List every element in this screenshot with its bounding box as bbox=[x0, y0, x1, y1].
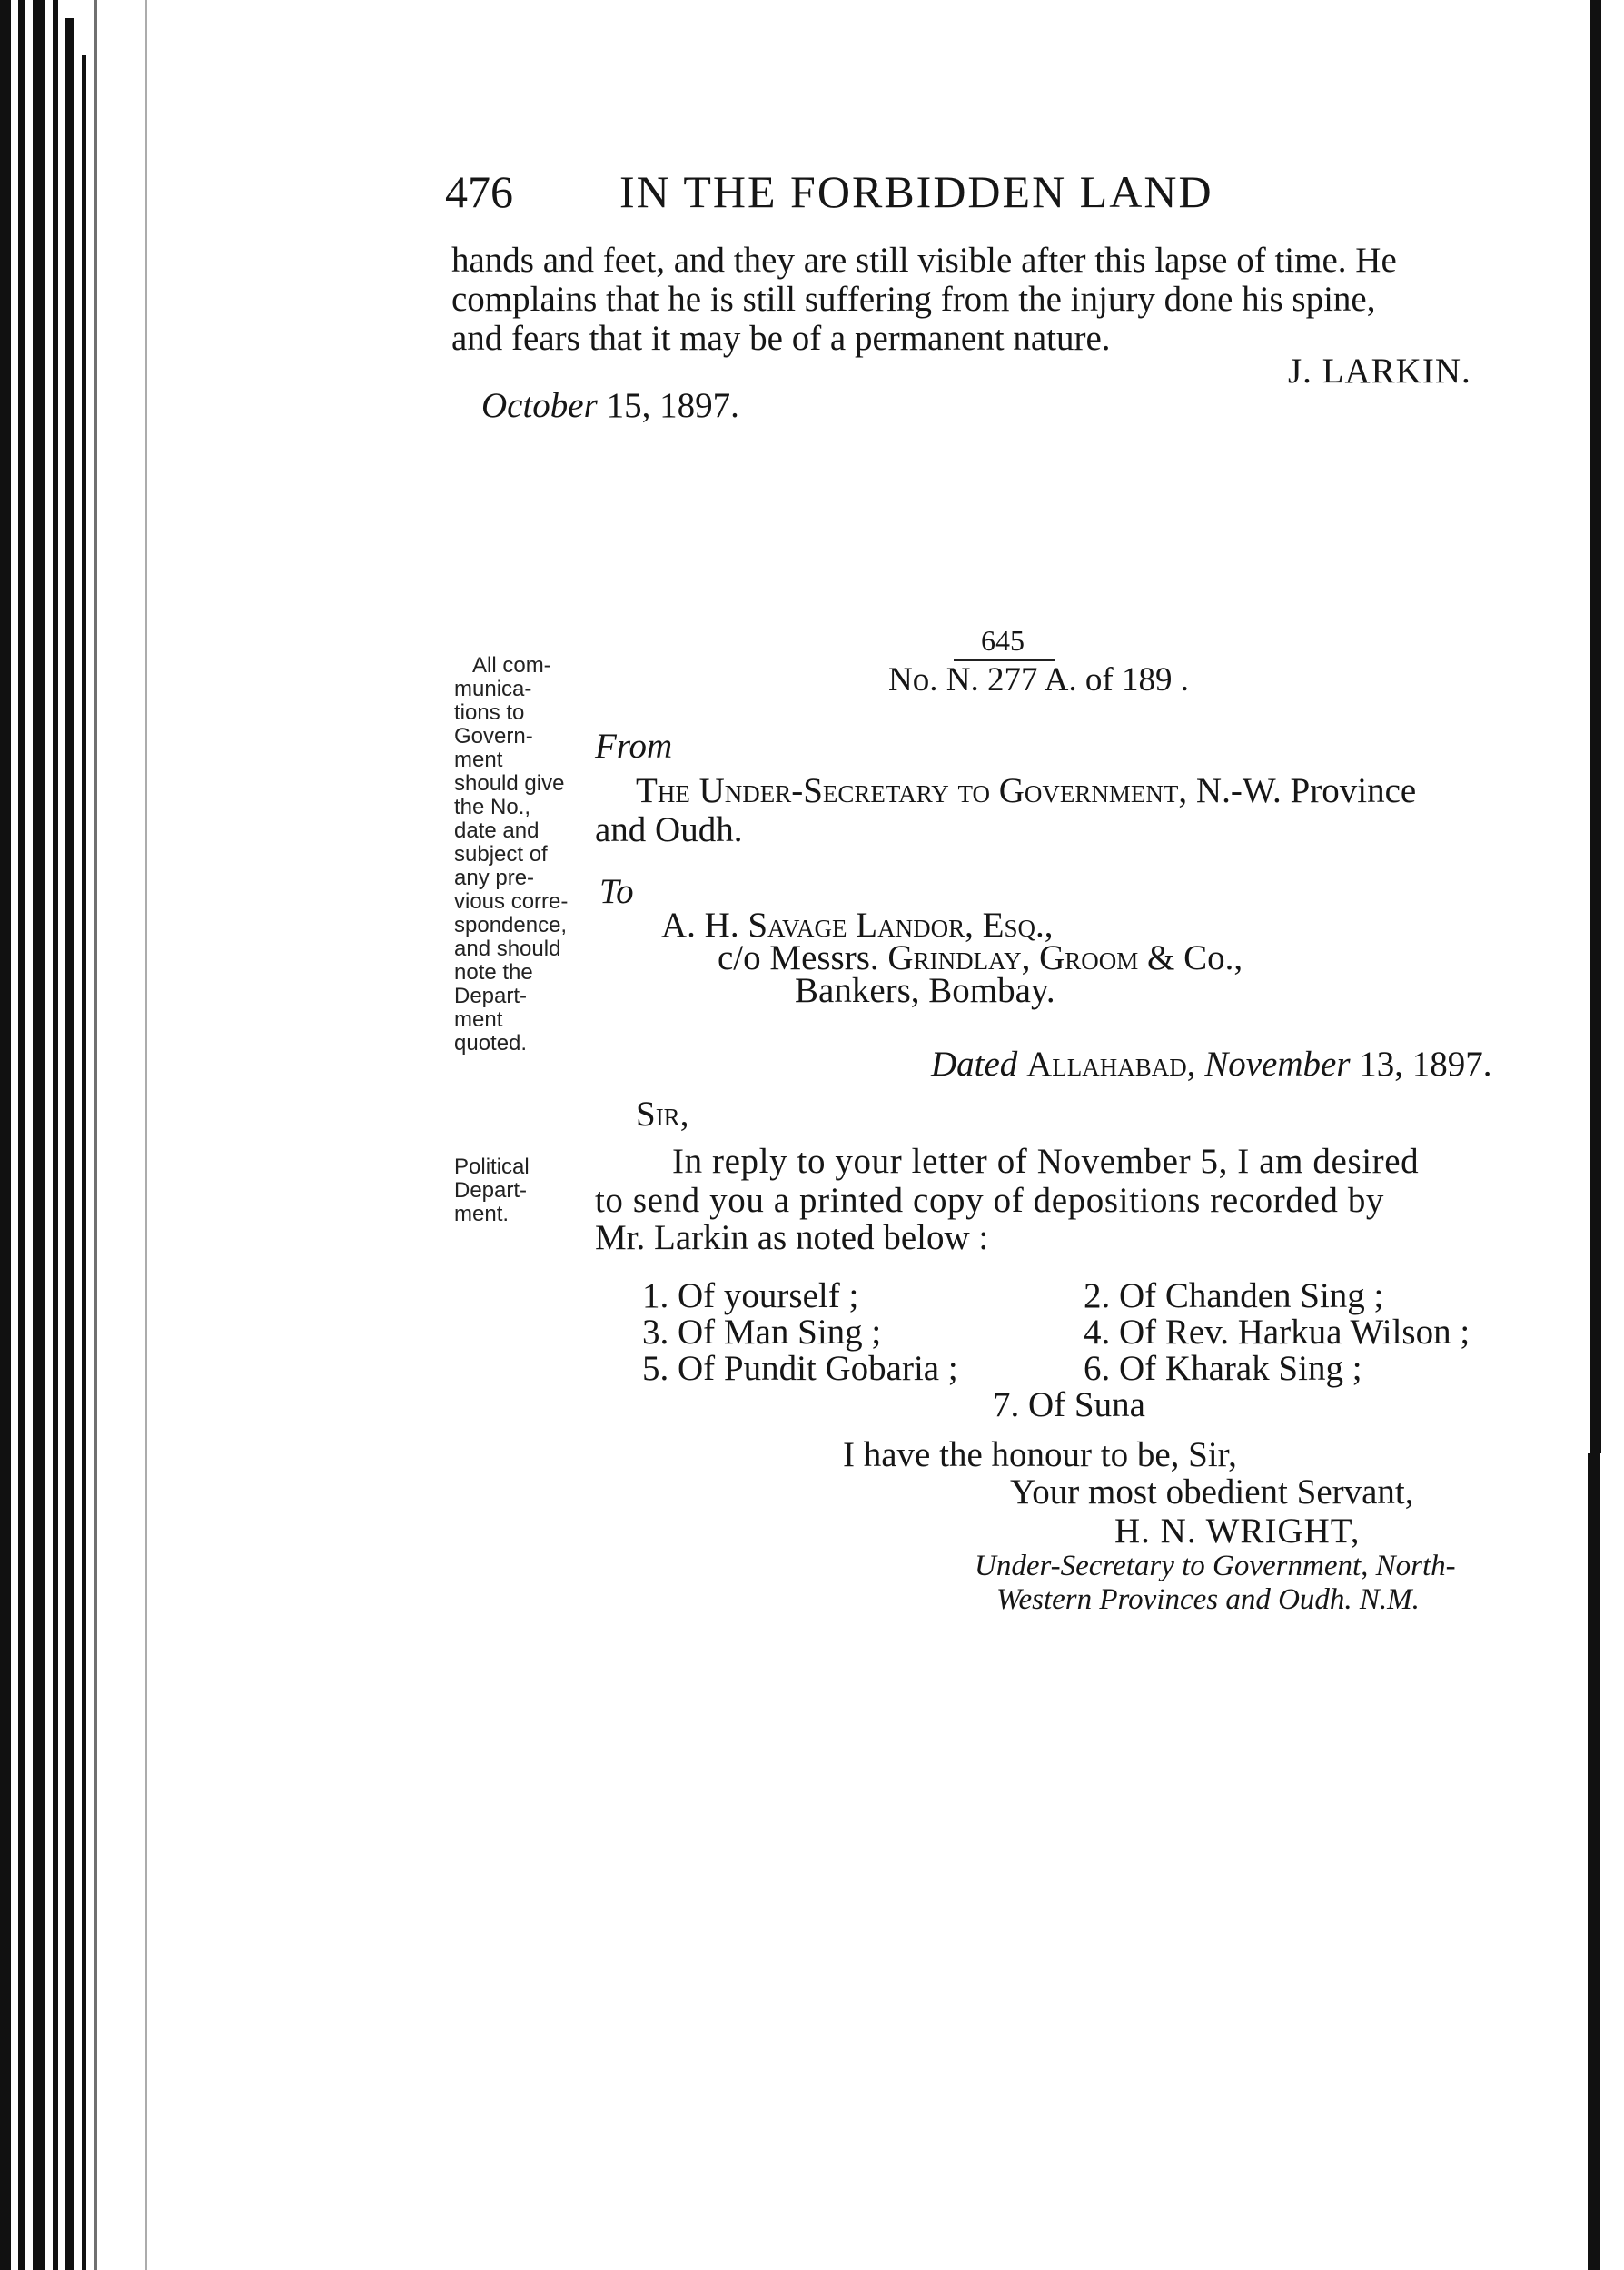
date-month: October bbox=[481, 386, 598, 425]
margin-note-line: should give bbox=[454, 771, 565, 796]
body-line: to send you a printed copy of depositions recorded by bbox=[595, 1181, 1385, 1220]
paragraph-line: and fears that it may be of a permanent nature. bbox=[451, 319, 1111, 358]
dated-month: November bbox=[1204, 1045, 1351, 1084]
date-rest: 15, 1897. bbox=[606, 386, 739, 425]
margin-note-line: ment bbox=[454, 1007, 503, 1032]
margin-note-line: Govern- bbox=[454, 724, 533, 748]
sender-region: N.-W. Province bbox=[1195, 771, 1417, 810]
margin-note-line: the No., bbox=[454, 795, 531, 819]
margin-note-line: All com- bbox=[472, 653, 551, 678]
margin-note-communications bbox=[454, 654, 590, 1056]
reference-number: No. N. 277 A. of 189 . bbox=[888, 661, 1189, 699]
deposition-item: 7. Of Suna bbox=[993, 1385, 1145, 1424]
deposition-item: 4. Of Rev. Harkua Wilson ; bbox=[1084, 1313, 1471, 1352]
signatory-name: H. N. WRIGHT, bbox=[1114, 1512, 1361, 1551]
recipient-name: A. H. Savage Landor, Esq., bbox=[661, 906, 1054, 945]
deposition-date bbox=[481, 386, 739, 425]
to-label: To bbox=[599, 872, 634, 911]
from-label: From bbox=[595, 727, 673, 766]
dated-rest: 13, 1897. bbox=[1359, 1045, 1492, 1084]
margin-note-line: Depart- bbox=[454, 984, 528, 1008]
deposition-item: 3. Of Man Sing ; bbox=[642, 1313, 882, 1352]
margin-note-line: Depart- bbox=[454, 1178, 528, 1203]
deposition-item: 6. Of Kharak Sing ; bbox=[1084, 1349, 1362, 1388]
margin-note-line: munica- bbox=[454, 677, 532, 701]
deposition-item: 2. Of Chanden Sing ; bbox=[1084, 1276, 1384, 1315]
sender-title: The Under-Secretary to Government, bbox=[636, 771, 1188, 810]
letter-date bbox=[931, 1045, 1492, 1084]
deposition-item: 5. Of Pundit Gobaria ; bbox=[642, 1349, 958, 1388]
margin-note-line: any pre- bbox=[454, 866, 535, 890]
bank-name: Grindlay, Groom bbox=[887, 938, 1139, 977]
care-of-suffix: & Co., bbox=[1147, 938, 1243, 977]
sender-line bbox=[636, 771, 1416, 810]
dated-label: Dated bbox=[931, 1045, 1018, 1084]
sender-line: and Oudh. bbox=[595, 810, 743, 849]
margin-note-line: note the bbox=[454, 960, 533, 985]
margin-note-line: and should bbox=[454, 937, 561, 961]
margin-note-line: ment bbox=[454, 748, 503, 772]
margin-note-line: vious corre- bbox=[454, 889, 569, 914]
body-line: In reply to your letter of November 5, I am desired bbox=[672, 1142, 1420, 1181]
margin-note-line: ment. bbox=[454, 1202, 510, 1226]
larkin-signature: J. LARKIN. bbox=[1288, 352, 1471, 391]
signatory-title: Western Provinces and Oudh. N.M. bbox=[996, 1583, 1420, 1616]
paragraph-line: complains that he is still suffering from the injury done his spine, bbox=[451, 280, 1376, 319]
recipient-address: Bankers, Bombay. bbox=[795, 971, 1055, 1010]
signatory-title: Under-Secretary to Government, North- bbox=[975, 1550, 1456, 1582]
paragraph-line: hands and feet, and they are still visible after this lapse of time. He bbox=[451, 241, 1397, 280]
running-title: IN THE FORBIDDEN LAND bbox=[619, 166, 1213, 217]
margin-note-line: Political bbox=[454, 1155, 530, 1179]
margin-note-line: spondence, bbox=[454, 913, 568, 937]
margin-note-department bbox=[454, 1155, 590, 1226]
dated-place: Allahabad, bbox=[1026, 1045, 1196, 1084]
margin-note-line: tions to bbox=[454, 700, 525, 725]
deposition-item: 1. Of yourself ; bbox=[642, 1276, 859, 1315]
reference-superscript: 645 bbox=[981, 624, 1025, 657]
salutation: Sir, bbox=[636, 1095, 689, 1134]
body-line: Mr. Larkin as noted below : bbox=[595, 1218, 989, 1257]
margin-note-line: quoted. bbox=[454, 1031, 528, 1056]
page-number: 476 bbox=[445, 166, 513, 217]
margin-note-line: subject of bbox=[454, 842, 548, 867]
care-of-prefix: c/o Messrs. bbox=[718, 938, 879, 977]
closing-line: Your most obedient Servant, bbox=[1010, 1472, 1414, 1512]
margin-note-line: date and bbox=[454, 818, 540, 843]
closing-line: I have the honour to be, Sir, bbox=[843, 1435, 1237, 1474]
